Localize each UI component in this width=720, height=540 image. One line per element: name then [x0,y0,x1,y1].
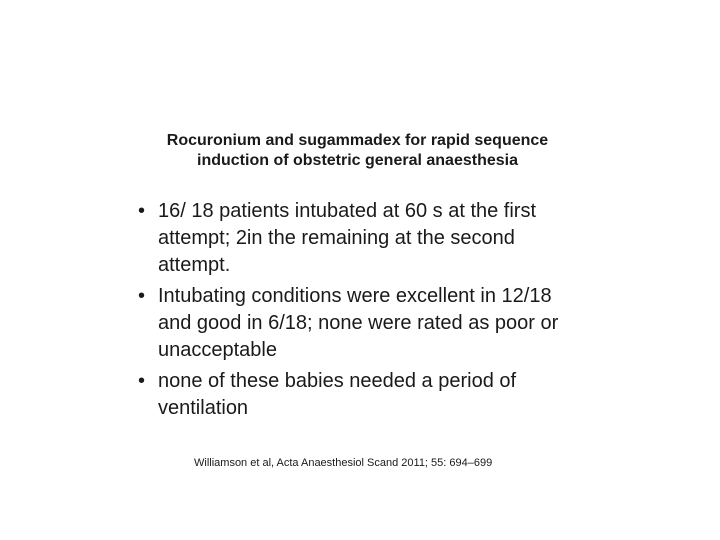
bullet-text-line: none of these babies needed a period of [158,370,517,392]
bullet-item [136,283,606,364]
bullet-text-line: and good in 6/18; none were rated as poor or [158,312,559,334]
bullet-icon: • [138,370,146,392]
bullet-text-line: attempt; 2in the remaining at the second [158,227,515,249]
title-line: Rocuronium and sugammadex for rapid sequence [166,132,549,149]
citation: Williamson et al, Acta Anaesthesiol Scand 2011; 55: 694–699 [194,457,493,469]
bullet-icon: • [138,200,146,222]
bullet-item [136,198,606,279]
bullet-text-line: attempt. [158,254,231,276]
bullet-item [136,368,606,422]
bullet-list [136,198,606,426]
bullet-text-line: ventilation [158,397,249,419]
bullet-text-line: Intubating conditions were excellent in 12/18 [158,285,552,307]
bullet-text-line: unacceptable [158,339,277,361]
bullet-icon: • [138,285,146,307]
slide-title [100,131,615,171]
bullet-text-line: 16/ 18 patients intubated at 60 s at the first [158,200,537,222]
title-line: induction of obstetric general anaesthesia [197,152,518,169]
